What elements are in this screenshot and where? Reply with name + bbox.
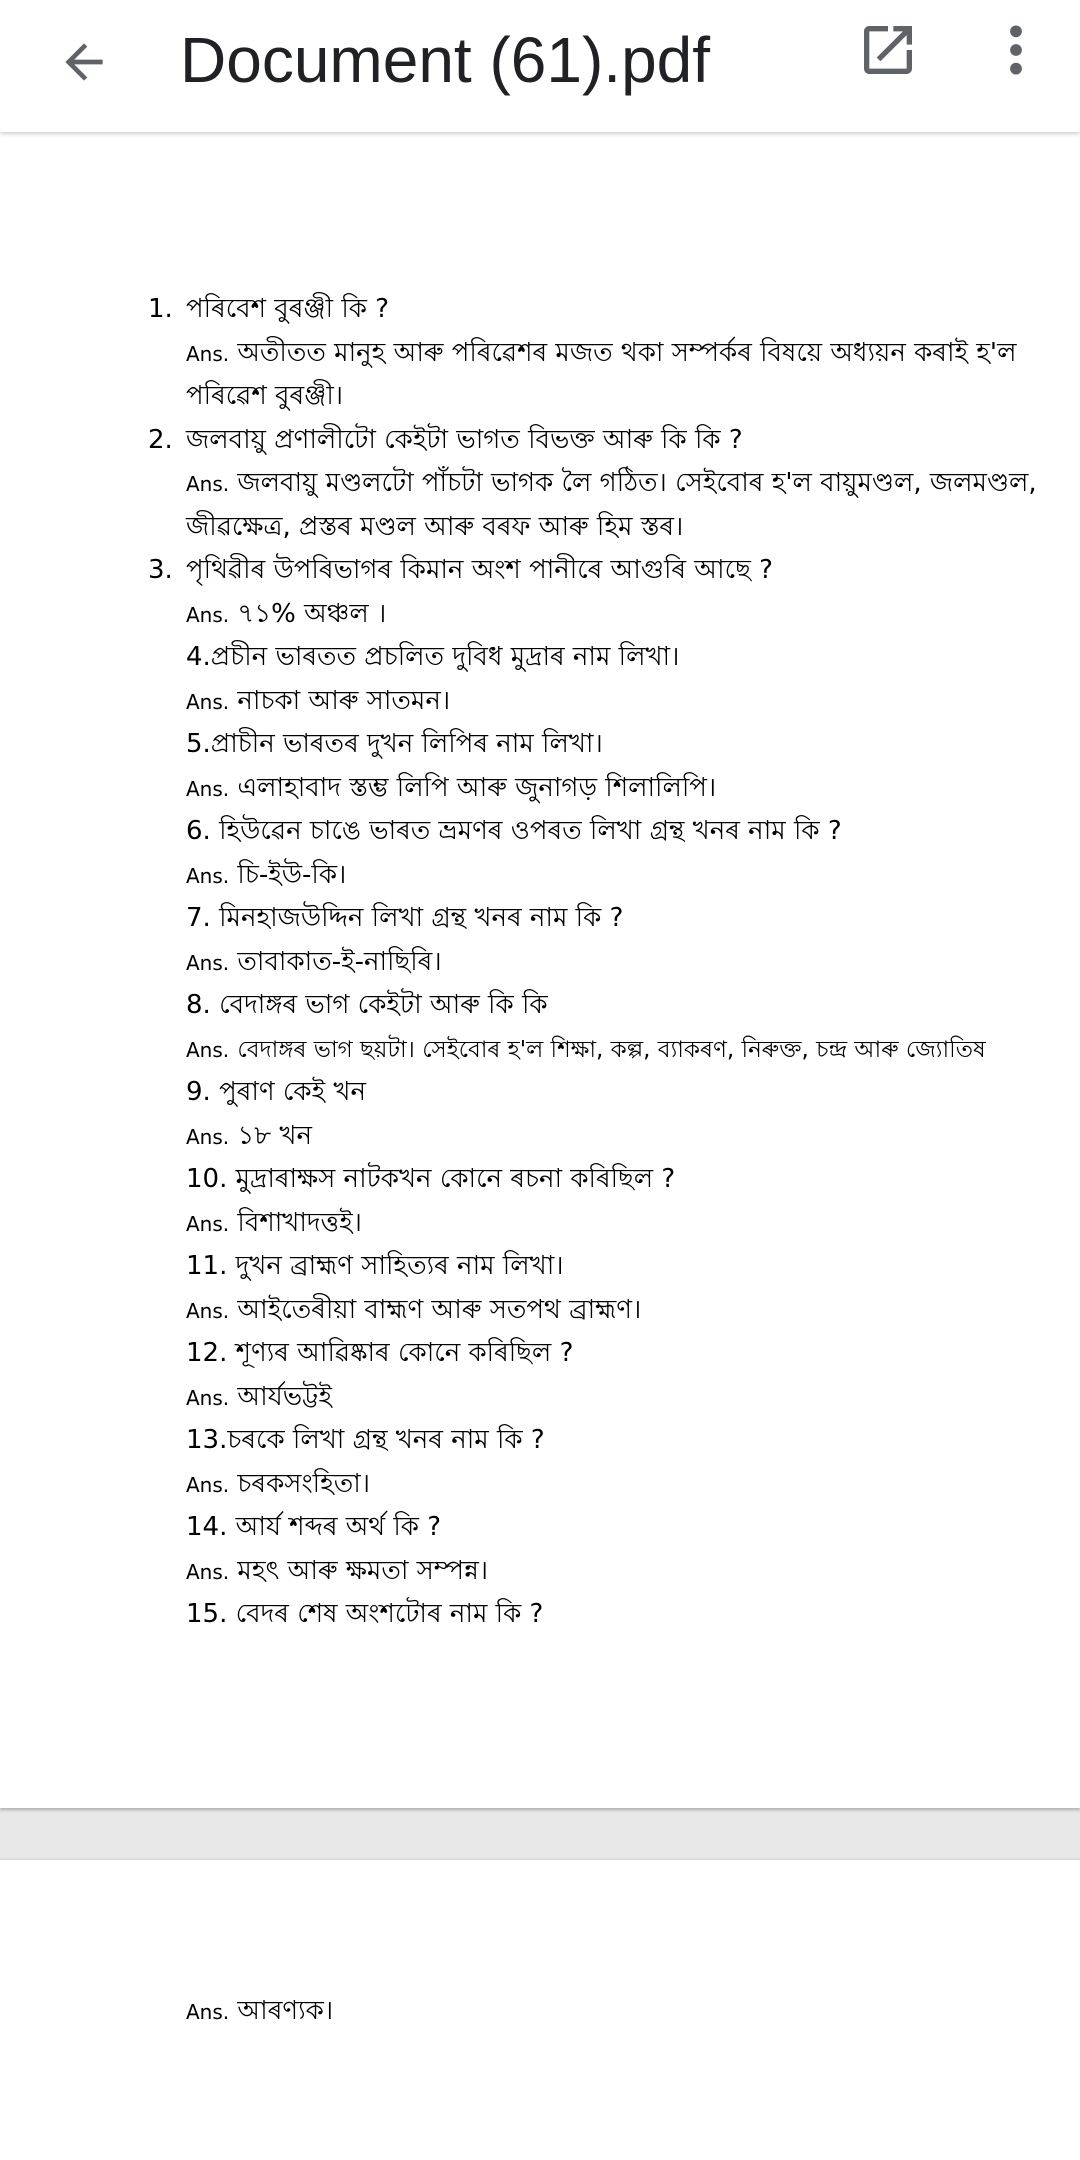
pdf-page-1 (0, 132, 1080, 1808)
answer-line: Ans. চি-ইউ-কি। (186, 859, 347, 890)
open-in-new-icon (856, 18, 920, 82)
question-line: 9. পুৰাণ কেই খন (186, 1077, 367, 1107)
ans-label: Ans. (186, 1472, 230, 1497)
ans-label: Ans. (186, 1124, 230, 1149)
question-line: 8. বেদাঙ্গৰ ভাগ কেইটা আৰু কি কি (186, 990, 548, 1020)
answer-line: Ans. এলাহাবাদ স্তম্ভ লিপি আৰু জুনাগড় শিলালিপি। (186, 772, 717, 803)
question-line: 11. দুখন ব্ৰাহ্মণ সাহিত্যৰ নাম লিখা। (186, 1251, 564, 1281)
answer-line: Ans. আইতেৰীয়া বাহ্মণ আৰু সতপথ ব্ৰাহ্মণ। (186, 1294, 642, 1325)
more-options-button[interactable] (976, 10, 1056, 90)
document-title: Document (61).pdf (180, 24, 711, 96)
question-line: 12. শূণ্যৰ আৱিষ্কাৰ কোনে কৰিছিল ? (186, 1338, 574, 1368)
answer-line: Ans. নাচকা আৰু সাতমন। (186, 685, 451, 716)
ans-label: Ans. (186, 341, 230, 366)
answer-line: Ans. আৰ্যভট্টই (186, 1381, 333, 1412)
answer-line: Ans. তাবাকাত-ই-নাছিৰি। (186, 946, 442, 977)
question-line: 3. পৃথিৱীৰ উপৰিভাগৰ কিমান অংশ পানীৰে আগুৰি আছে ? (148, 555, 773, 585)
ans-label: Ans. (186, 472, 230, 496)
ans-label: Ans. (186, 1559, 230, 1584)
question-line: 7. মিনহাজউদ্দিন লিখা গ্ৰন্থ খনৰ নাম কি ? (186, 903, 624, 933)
open-in-new-button[interactable] (848, 10, 928, 90)
answer-continuation: পৰিৱেশ বুৰঞ্জী। (186, 381, 344, 411)
answer-line: Ans. ১৮ খন (186, 1120, 313, 1151)
more-vert-icon (984, 18, 1048, 82)
answer-line: Ans. জলবায়ু মণ্ডলটো পাঁচটা ভাগক লৈ গঠিত। সেইবোৰ হ'ল বায়ুমণ্ডল, জলমণ্ডল, (186, 468, 1037, 498)
app-bar (0, 0, 1080, 132)
answer-line: Ans. বিশাখাদত্তই। (186, 1207, 362, 1238)
question-line: 1. পৰিবেশ বুৰঞ্জী কি ? (148, 294, 390, 324)
answer-line: Ans. অতীতত মানুহ আৰু পৰিৱেশৰ মজত থকা সম্পৰ্কৰ বিষয়ে অধ্যয়ন কৰাই হ'ল (186, 337, 1017, 368)
pdf-page-2 (0, 1860, 1080, 2160)
answer-line: Ans. বেদাঙ্গৰ ভাগ ছয়টা। সেইবোৰ হ'ল শিক্ষা, কল্প, ব্যাকৰণ, নিৰুক্ত, চন্দ্ৰ আৰু জ্যোতিষ (186, 1036, 986, 1063)
question-line: 14. আৰ্য শব্দৰ অৰ্থ কি ? (186, 1512, 442, 1542)
answer-line: Ans. আৰণ্যক। (186, 1996, 334, 2026)
answer-line: Ans. ৭১% অঞ্চল । (186, 598, 387, 629)
ans-label: Ans. (186, 2000, 230, 2024)
ans-label: Ans. (186, 1037, 230, 1062)
ans-label: Ans. (186, 950, 230, 975)
ans-label: Ans. (186, 863, 230, 888)
answer-continuation: জীৱক্ষেত্ৰ, প্ৰস্তৰ মণ্ডল আৰু বৰফ আৰু হিম স্তৰ। (186, 511, 684, 542)
question-line: 15. বেদৰ শেষ অংশটোৰ নাম কি ? (186, 1599, 544, 1629)
ans-label: Ans. (186, 1298, 230, 1323)
question-line: 2. জলবায়ু প্ৰণালীটো কেইটা ভাগত বিভক্ত আৰু কি কি ? (148, 424, 743, 455)
ans-label: Ans. (186, 776, 230, 801)
ans-label: Ans. (186, 689, 230, 714)
question-line: 13.চৰকে লিখা গ্ৰন্থ খনৰ নাম কি ? (186, 1425, 545, 1455)
document-content (0, 288, 1080, 1637)
pdf-viewer[interactable] (0, 132, 1080, 2076)
ans-label: Ans. (186, 1385, 230, 1410)
ans-label: Ans. (186, 602, 230, 627)
back-arrow-icon (56, 34, 112, 90)
question-line: 4.প্ৰচীন ভাৰতত প্ৰচলিত দুবিধ মুদ্ৰাৰ নাম লিখা। (186, 642, 680, 672)
question-line: 10. মুদ্ৰাৰাক্ষস নাটকখন কোনে ৰচনা কৰিছিল ? (186, 1164, 676, 1194)
ans-label: Ans. (186, 1211, 230, 1236)
answer-line: Ans. চৰকসংহিতা। (186, 1468, 371, 1499)
question-line: 6. হিউৱেন চাঙে ভাৰত ভ্ৰমণৰ ওপৰত লিখা গ্ৰন্থ খনৰ নাম কি ? (186, 816, 842, 846)
answer-line: Ans. মহৎ আৰু ক্ষমতা সম্পন্ন। (186, 1555, 489, 1586)
back-button[interactable] (44, 22, 124, 102)
question-line: 5.প্ৰাচীন ভাৰতৰ দুখন লিপিৰ নাম লিখা। (186, 729, 603, 759)
